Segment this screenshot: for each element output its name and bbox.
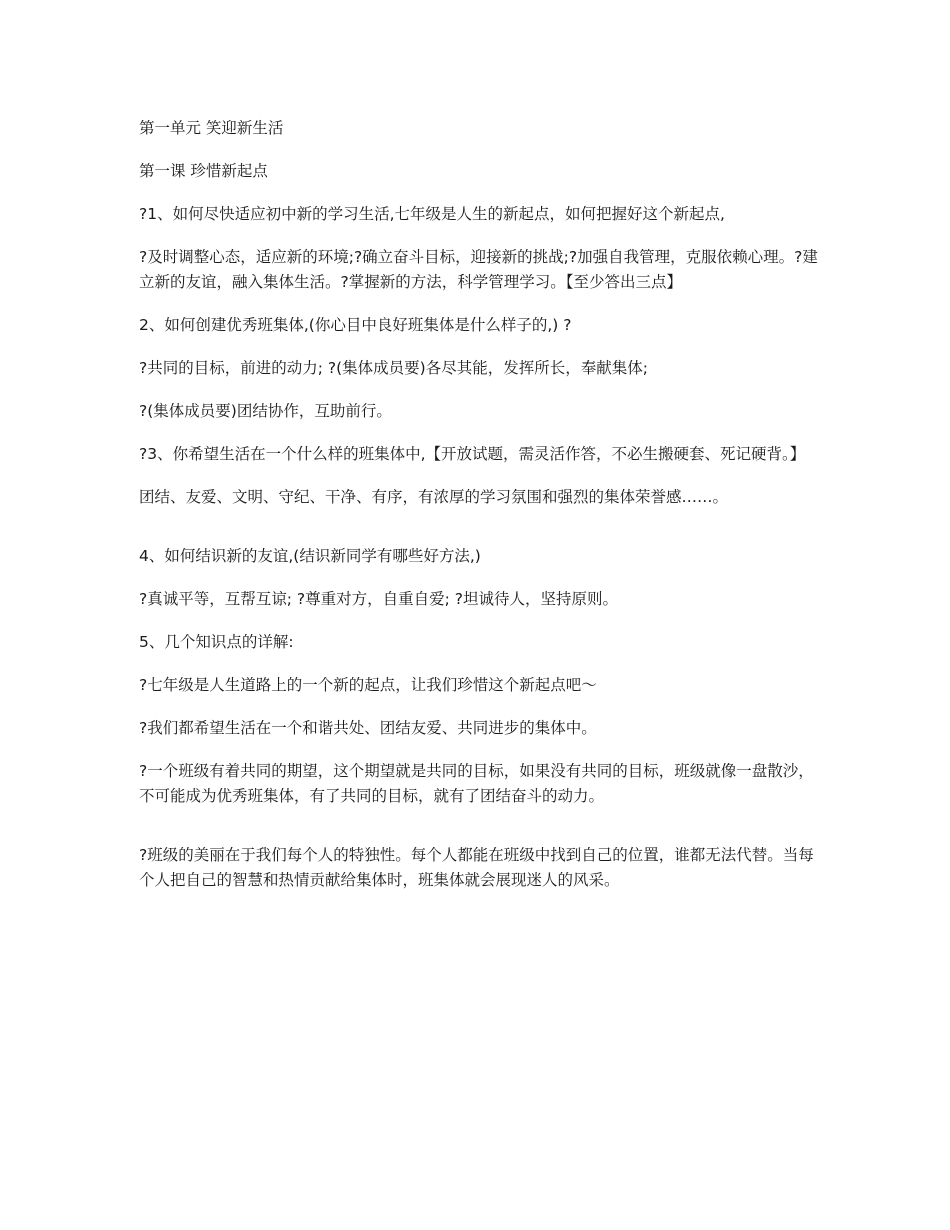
question-3: ?3、你希望生活在一个什么样的班集体中,【开放试题，需灵活作答，不必生搬硬套、死记硬背。】 bbox=[139, 445, 806, 463]
answer-1: ?及时调整心态，适应新的环境;?确立奋斗目标，迎接新的挑战;?加强自我管理，克服依赖心理。?建立新的友谊，融入集体生活。?掌握新的方法，科学管理学习。【至少答出三点】 bbox=[139, 248, 818, 291]
detail-point-1: ?七年级是人生道路上的一个新的起点，让我们珍惜这个新起点吧～ bbox=[139, 676, 597, 694]
answer-2-part-2: ?(集体成员要)团结协作，互助前行。 bbox=[139, 402, 392, 420]
question-1: ?1、如何尽快适应初中新的学习生活,七年级是人生的新起点，如何把握好这个新起点, bbox=[139, 205, 725, 223]
question-2: 2、如何创建优秀班集体,(你心目中良好班集体是什么样子的,) ? bbox=[139, 316, 572, 334]
answer-3: 团结、友爱、文明、守纪、干净、有序，有浓厚的学习氛围和强烈的集体荣誉感……。 bbox=[139, 488, 729, 506]
question-4: 4、如何结识新的友谊,(结识新同学有哪些好方法,) bbox=[139, 547, 481, 565]
document-body bbox=[139, 116, 829, 911]
detail-point-2: ?我们都希望生活在一个和谐共处、团结友爱、共同进步的集体中。 bbox=[139, 719, 597, 737]
section-5-heading: 5、几个知识点的详解: bbox=[139, 633, 294, 651]
detail-point-3: ?一个班级有着共同的期望，这个期望就是共同的目标，如果没有共同的目标，班级就像一盘散沙，不可能成为优秀班集体，有了共同的目标，就有了团结奋斗的动力。 bbox=[139, 762, 814, 805]
detail-point-4: ?班级的美丽在于我们每个人的特独性。每个人都能在班级中找到自己的位置，谁都无法代替。当每个人把自己的智慧和热情贡献给集体时，班集体就会展现迷人的风采。 bbox=[139, 846, 814, 889]
lesson-title: 第一课 珍惜新起点 bbox=[139, 162, 268, 180]
answer-2-part-1: ?共同的目标，前进的动力; ?(集体成员要)各尽其能，发挥所长，奉献集体; bbox=[139, 359, 648, 377]
answer-4: ?真诚平等，互帮互谅; ?尊重对方，自重自爱; ?坦诚待人，坚持原则。 bbox=[139, 590, 618, 608]
unit-title: 第一单元 笑迎新生活 bbox=[139, 119, 284, 137]
